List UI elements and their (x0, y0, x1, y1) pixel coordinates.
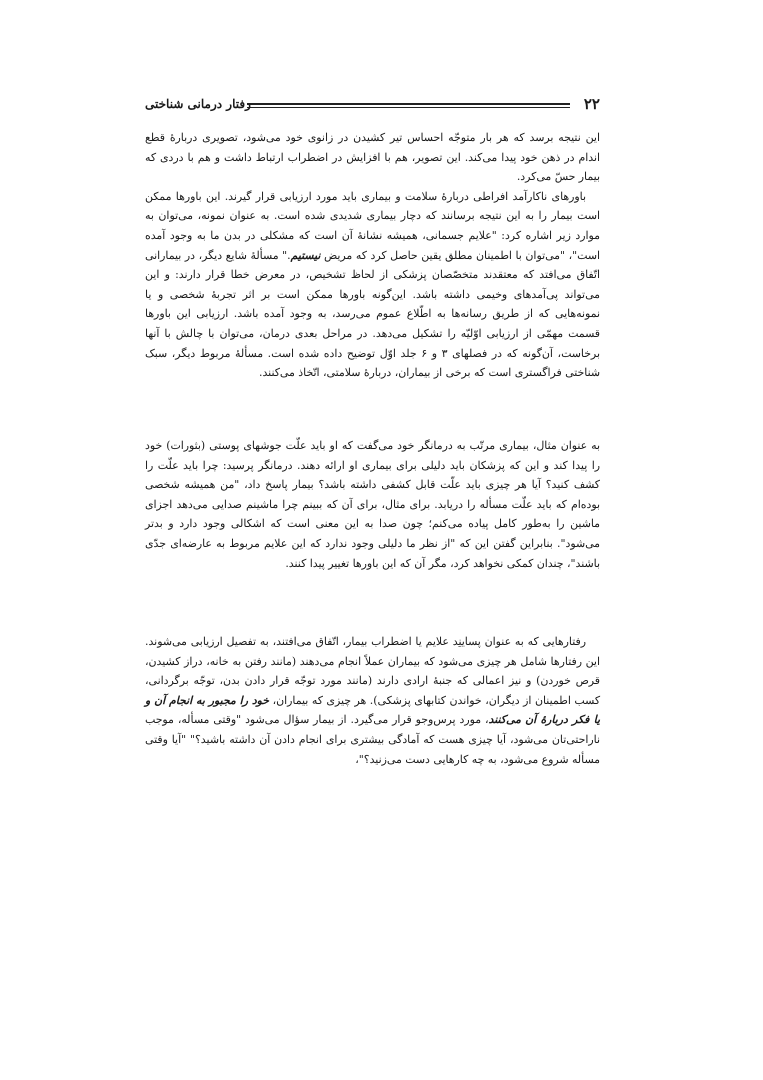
paragraph-example: به عنوان مثال، بیماری مرتّب به درمانگر خود می‌گفت که او باید علّت جوشهای پوستی (بثورات) خود را پیدا کند و این که پزشکان باید دلیلی برای بیماری او ارائه دهند. درمانگر پرسید: چرا باید علّت را کشف کنید؟ آیا هر چیزی باید علّت قابل کشفی داشته باشد؟ بیمار پاسخ داد، "من همیشه شخصی بوده‌ام که باید علّت مسأله را دریابد. برای مثال، برای آن که ببینم چرا ماشینم صدایی می‌دهد اجزای ماشین را به‌طور کامل پیاده می‌کنم؛ چون صدا به این معنی است که اشکالی وجود دارد و بدتر می‌شود". بنابراین گفتن این که "از نظر ما دلیلی وجود ندارد که این علایم مربوط به عارضه‌ای جدّی باشند"، چندان کمکی نخواهد کرد، مگر آن که این باورها تغییر پیدا کنند. (145, 439, 600, 570)
book-title: رفتار درمانی شناختی (145, 97, 251, 111)
text-section-example (145, 436, 600, 573)
paragraph-text: ، مورد پرس‌وجو قرار می‌گیرد. از بیمار سؤال می‌شود "وقتی مسأله، موجب ناراحتی‌تان می‌شود، آیا چیزی هست که آمادگی بیشتری برای انجام دادن آن داشته باشید؟" "آیا وقتی مسأله شروع می‌شود، به چه کارهایی دست می‌زنید؟"، (145, 713, 600, 766)
emphasized-text: نیستیم (290, 248, 321, 262)
paragraph-text: ." مسألهٔ شایع دیگر، در بیمارانی اتّفاق می‌افتد که معتقدند متخصّصان پزشکی از لحاظ تشخیص، در معرض خطا قرار دارند: و این می‌تواند پی‌آمدهای وخیمی داشته باشد. این‌گونه باورها ممکن است بر اثر تجربهٔ شخصی و یا نمونه‌هایی که از طریق رسانه‌ها به اطّلاع عموم می‌رسد، به وجود آمده باشد. ارزیابی این باورها قسمت مهمّی از ارزیابی اوّلیّه را تشکیل می‌دهد. در مراحل بعدی درمان، می‌توان با چالش با آنها برخاست، آن‌گونه که در فصلهای ۳ و ۶ جلد اوّل توضیح داده شده است. مسألهٔ مربوط دیگر، سبک شناختی فراگستری است که برخی از بیماران، دربارهٔ سلامتی، اتّخاذ می‌کنند. (145, 248, 600, 380)
header-rule (247, 103, 570, 108)
paragraph-text: رفتارهایی که به عنوان پساینِد علایم یا اضطراب بیمار، اتّفاق می‌افتند، به تفصیل ارزیابی می‌شوند. این رفتارها شامل هر چیزی می‌شود که بیماران عملاً انجام می‌دهند (مانند رفتن به خانه، دراز کشیدن، قرص خوردن) و نیز اعمالی که جنبهٔ ارادی دارند (مانند مورد توجّه قرار دادن بدن، توجّه برگردانی، کسب اطمینان از دیگران، خواندن کتابهای پزشکی). هر چیزی که بیماران، (145, 635, 601, 707)
paragraph-text: باورهای ناکارآمد افراطی دربارهٔ سلامت و بیماری باید مورد ارزیابی قرار گیرند. این باورها ممکن است بیمار را به این نتیجه برسانند که دچار بیماری شدیدی شده است. به عنوان نمونه، می‌توان به موارد زیر اشاره کرد: "علایم جسمانی، همیشه نشانهٔ آن است که مشکلی در بدن ما به وجود آمده است"، "می‌توان با اطمینان مطلق یقین حاصل کرد که مریض (145, 189, 600, 262)
text-section-3 (145, 632, 600, 769)
running-header (145, 94, 600, 116)
paragraph-beliefs (145, 187, 600, 383)
paragraph-behaviors (145, 632, 600, 769)
paragraph-continuation: این نتیجه برسد که هر بار متوجّه احساس تیر کشیدن در زانوی خود می‌شود، تصویری دربارهٔ قطع اندام در ذهن خود پیدا می‌کند. این تصویر، هم با افزایش در اضطراب ارتباط داشت و هم با دردی که بیمار حسّ می‌کرد. (145, 131, 600, 184)
emphasized-text: خود را مجبور به انجام آن و یا فکر دربارهٔ آن می‌کنند (145, 693, 601, 727)
text-section-1 (145, 128, 600, 383)
page-number: ۲۲ (583, 95, 600, 113)
